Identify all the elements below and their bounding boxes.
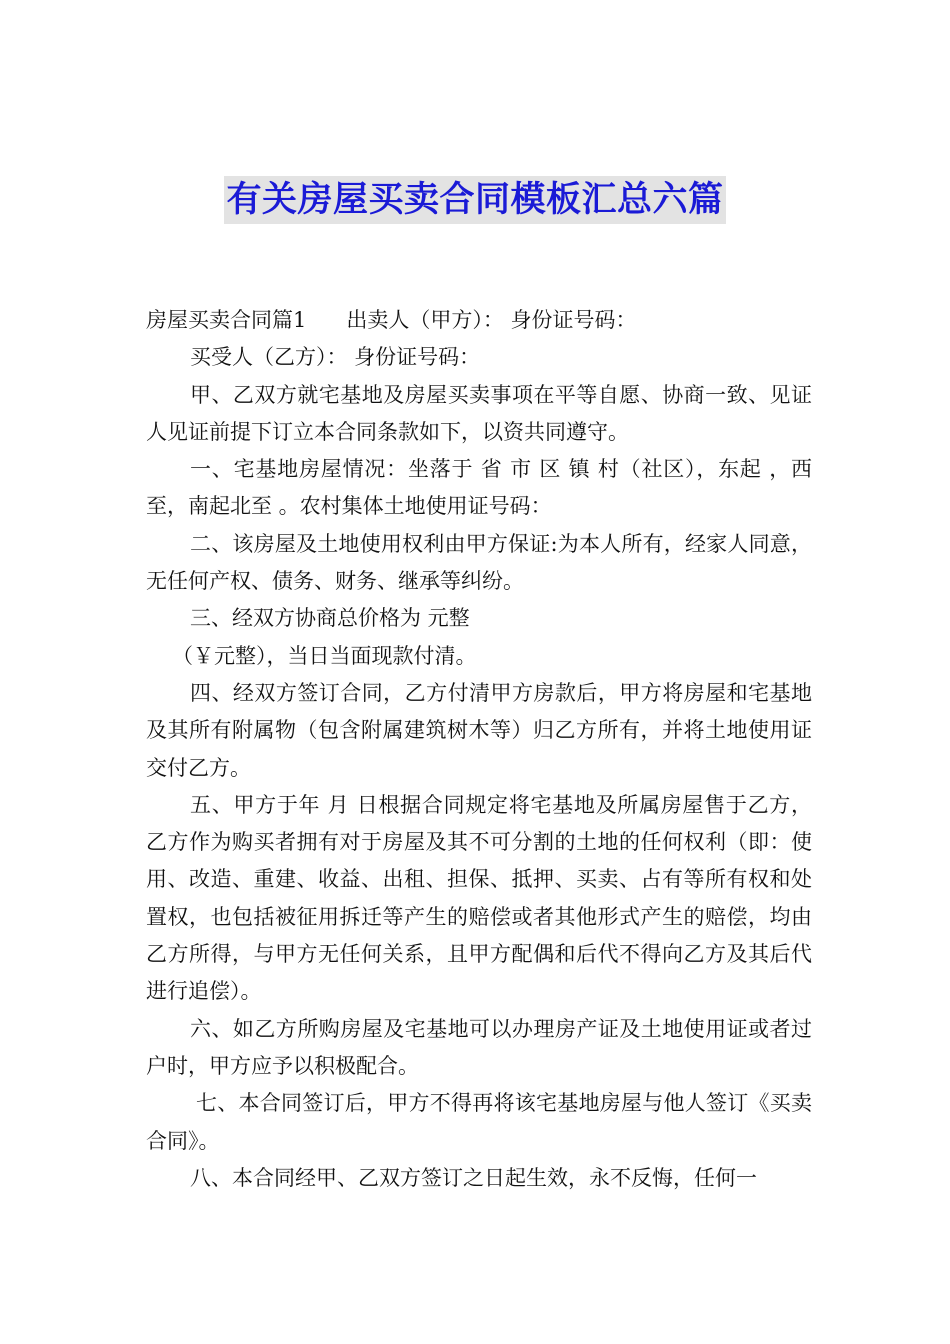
title-container (0, 176, 950, 224)
section-heading: 房屋买卖合同篇1 (146, 308, 307, 332)
paragraph: 四、经双方签订合同，乙方付清甲方房款后，甲方将房屋和宅基地及其所有附属物（包含附属建筑树木等）归乙方所有，并将土地使用证交付乙方。 (146, 680, 812, 780)
paragraph: 三、经双方协商总价格为 元整 (190, 606, 470, 631)
paragraph: 一、宅基地房屋情况：坐落于 省 市 区 镇 村（社区），东起 ，西至，南起北至 。农村集体土地使用证号码： (146, 457, 812, 519)
seller-line: 出卖人（甲方）： 身份证号码： (346, 308, 637, 332)
paragraph: 八、本合同经甲、乙双方签订之日起生效，永不反悔，任何一 (190, 1165, 757, 1190)
paragraph: 五、甲方于年 月 日根据合同规定将宅基地及所属房屋售于乙方，乙方作为购买者拥有对于房屋及其不可分割的土地的任何权利（即：使用、改造、重建、收益、出租、担保、抵押、买卖、占有等所有权和处置权，也包括被征用拆迁等产生的赔偿或者其他形式产生的赔偿，均由乙方所得，与甲方无任何关系，且甲方配偶和后代不得向乙方及其后代进行追偿）。 (146, 792, 812, 1004)
paragraph: 六、如乙方所购房屋及宅基地可以办理房产证及土地使用证或者过户时，甲方应予以积极配合。 (146, 1016, 812, 1078)
document-body (146, 302, 812, 1197)
paragraph: 买受人（乙方）： 身份证号码： (190, 345, 481, 370)
paragraph: （￥元整），当日当面现款付清。 (172, 643, 477, 668)
document-title: 有关房屋买卖合同模板汇总六篇 (224, 176, 725, 224)
paragraph: 七、本合同签订后，甲方不得再将该宅基地房屋与他人签订《买卖合同》。 (146, 1091, 812, 1153)
first-line (146, 302, 812, 339)
paragraph: 二、该房屋及土地使用权利由甲方保证:为本人所有，经家人同意，无任何产权、债务、财务、继承等纠纷。 (146, 531, 812, 594)
paragraph: 甲、乙双方就宅基地及房屋买卖事项在平等自愿、协商一致、见证人见证前提下订立本合同条款如下，以资共同遵守。 (146, 382, 812, 444)
